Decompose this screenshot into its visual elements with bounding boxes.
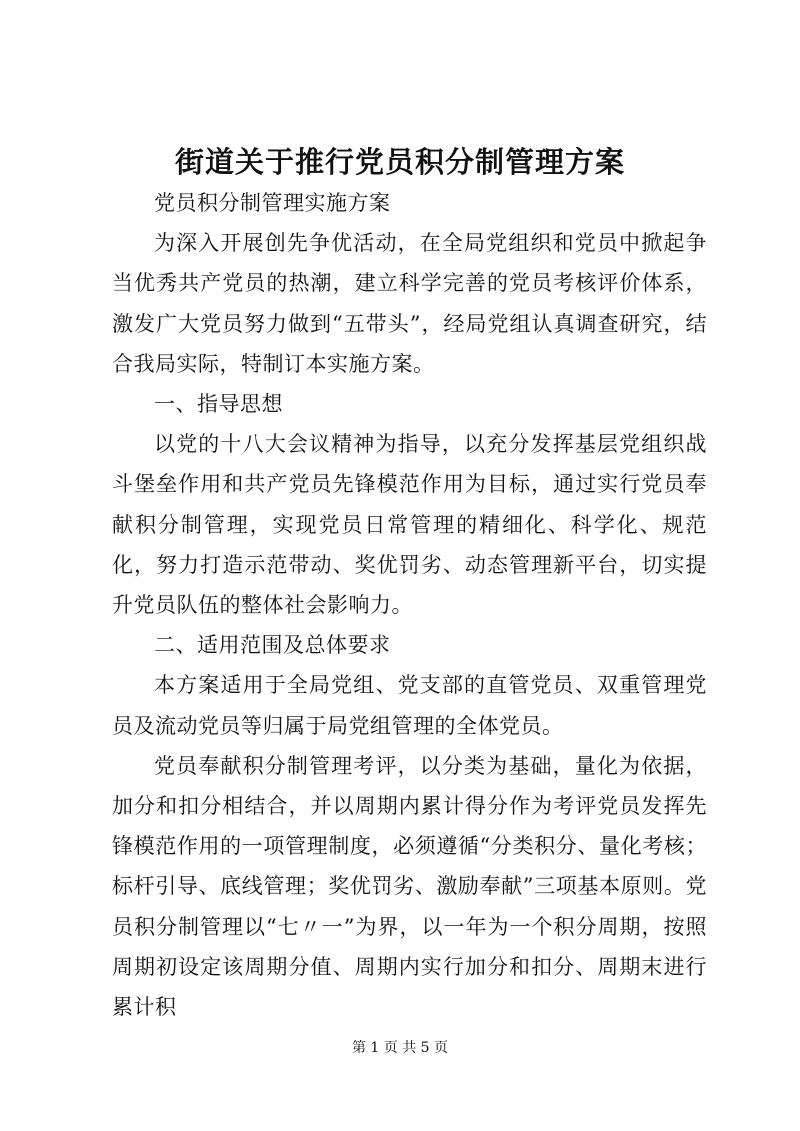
- section-heading-scope: 二、适用范围及总体要求: [154, 633, 391, 658]
- section-heading-guiding-ideology: 一、指导思想: [154, 392, 283, 417]
- assessment-paragraph: 党员奉献积分制管理考评，以分类为基础，量化为依据，加分和扣分相结合，并以周期内累计得分作为考评党员发挥先锋模范作用的一项管理制度，必须遵循“分类积分、量化考核；标杆引导、底线管理；奖优罚劣、激励奉献”三项基本原则。党员积分制管理以“七〃一”为界，以一年为一个积分周期，按照周期初设定该周期分值、周期内实行加分和扣分、周期末进行累计积: [112, 753, 707, 1020]
- scope-paragraph: 本方案适用于全局党组、党支部的直管党员、双重管理党员及流动党员等归属于局党组管理的全体党员。: [112, 673, 707, 738]
- document-body: [112, 183, 707, 1027]
- document-title: 街道关于推行党员积分制管理方案: [174, 145, 625, 179]
- page-number-footer: 第 1 页 共 5 页: [351, 1040, 449, 1056]
- section-subtitle: 党员积分制管理实施方案: [154, 191, 391, 215]
- intro-paragraph: 为深入开展创先争优活动，在全局党组织和党员中掀起争当优秀共产党员的热潮，建立科学完善的党员考核评价体系，激发广大党员努力做到“五带头”，经局党组认真调查研究，结合我局实际，特制订本实施方案。: [112, 231, 707, 376]
- guiding-ideology-paragraph: 以党的十八大会议精神为指导，以充分发挥基层党组织战斗堡垒作用和共产党员先锋模范作用为目标，通过实行党员奉献积分制管理，实现党员日常管理的精细化、科学化、规范化，努力打造示范带动、奖优罚劣、动态管理新平台，切实提升党员队伍的整体社会影响力。: [112, 432, 707, 618]
